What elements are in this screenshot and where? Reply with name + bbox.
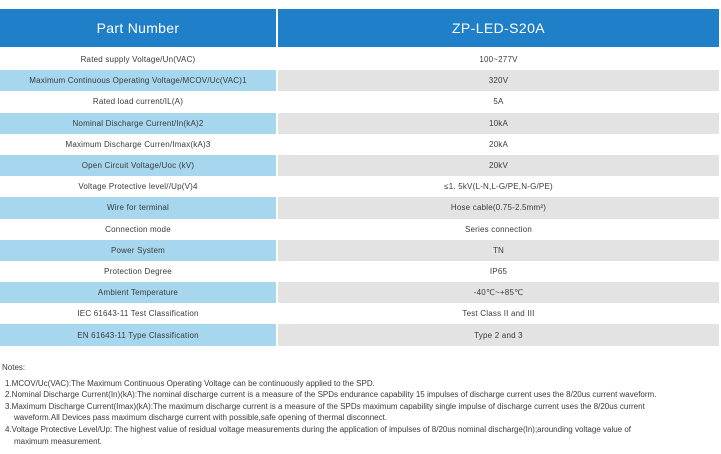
row-value: 320V: [278, 70, 719, 91]
note-line: 4.Voltage Protective Level/Up: The highest value of residual voltage measurements during the application of impulses of 8/20us nominal discharge(In);arounding voltage value of: [5, 424, 632, 434]
row-label: Maximum Continuous Operating Voltage/MCOV/Uc(VAC)1: [0, 70, 276, 91]
table-row: [0, 219, 719, 240]
row-label: Nominal Discharge Current/In(kA)2: [0, 113, 276, 134]
row-label: Open Circuit Voltage/Uoc (kV): [0, 155, 276, 176]
row-value: 100~277V: [278, 49, 719, 70]
table-row: [0, 91, 719, 112]
table-row: [0, 282, 719, 303]
part-number-value: ZP-LED-S20A: [278, 9, 719, 47]
row-label: Ambient Temperature: [0, 282, 276, 303]
row-value: 5A: [278, 91, 719, 112]
row-value: IP65: [278, 261, 719, 282]
spec-table: [0, 9, 719, 346]
note-line: 1.MCOV/Uc(VAC):The Maximum Continuous Operating Voltage can be continuously applied to the SPD.: [5, 378, 375, 388]
row-value: ≤1. 5kV(L-N,L-G/PE,N-G/PE): [278, 176, 719, 197]
row-label: IEC 61643-11 Test Classification: [0, 303, 276, 324]
row-value: -40℃~+85℃: [278, 282, 719, 303]
row-label: EN 61643-11 Type Classification: [0, 324, 276, 345]
note-line: 2.Nominal Discharge Current(In)(kA):The nominal discharge current is a measure of the SPDs endurance capability 15 impulses of discharge current uses the 8/20us current waveform.: [5, 390, 657, 400]
row-value: 10kA: [278, 113, 719, 134]
table-row: [0, 155, 719, 176]
table-row: [0, 303, 719, 324]
row-label: Protection Degree: [0, 261, 276, 282]
row-value: Series connection: [278, 219, 719, 240]
table-row: [0, 324, 719, 345]
row-value: 20kA: [278, 134, 719, 155]
table-row: [0, 134, 719, 155]
row-label: Voltage Protective level//Up(V)4: [0, 176, 276, 197]
table-row: [0, 197, 719, 218]
part-number-label: Part Number: [0, 9, 276, 47]
row-value: TN: [278, 240, 719, 261]
row-label: Wire for terminal: [0, 197, 276, 218]
table-row: [0, 70, 719, 91]
table-row: [0, 49, 719, 70]
row-label: Rated supply Voltage/Un(VAC): [0, 49, 276, 70]
notes-section: [2, 362, 718, 447]
table-row: [0, 176, 719, 197]
table-header: [0, 9, 719, 47]
table-row: [0, 113, 719, 134]
row-label: Rated load current/IL(A): [0, 91, 276, 112]
note-line: maximum measurement.: [14, 436, 103, 446]
row-label: Maximum Discharge Curren/Imax(kA)3: [0, 134, 276, 155]
table-row: [0, 240, 719, 261]
row-label: Power System: [0, 240, 276, 261]
row-value: Test Class II and III: [278, 303, 719, 324]
notes-title: Notes:: [2, 363, 26, 372]
row-label: Connection mode: [0, 219, 276, 240]
row-value: Type 2 and 3: [278, 324, 719, 345]
table-row: [0, 261, 719, 282]
row-value: Hose cable(0.75-2.5mm²): [278, 197, 719, 218]
row-value: 20kV: [278, 155, 719, 176]
note-line: waveform.All Devices pass maximum discharge current with possible,safe opening of thermal disconnect.: [14, 413, 388, 423]
note-line: 3.Maximum Discharge Current(Imax)(kA):The maximum discharge current is a measure of the SPDs maximum capability single impulse of discharge current uses the 8/20us current: [5, 401, 645, 411]
